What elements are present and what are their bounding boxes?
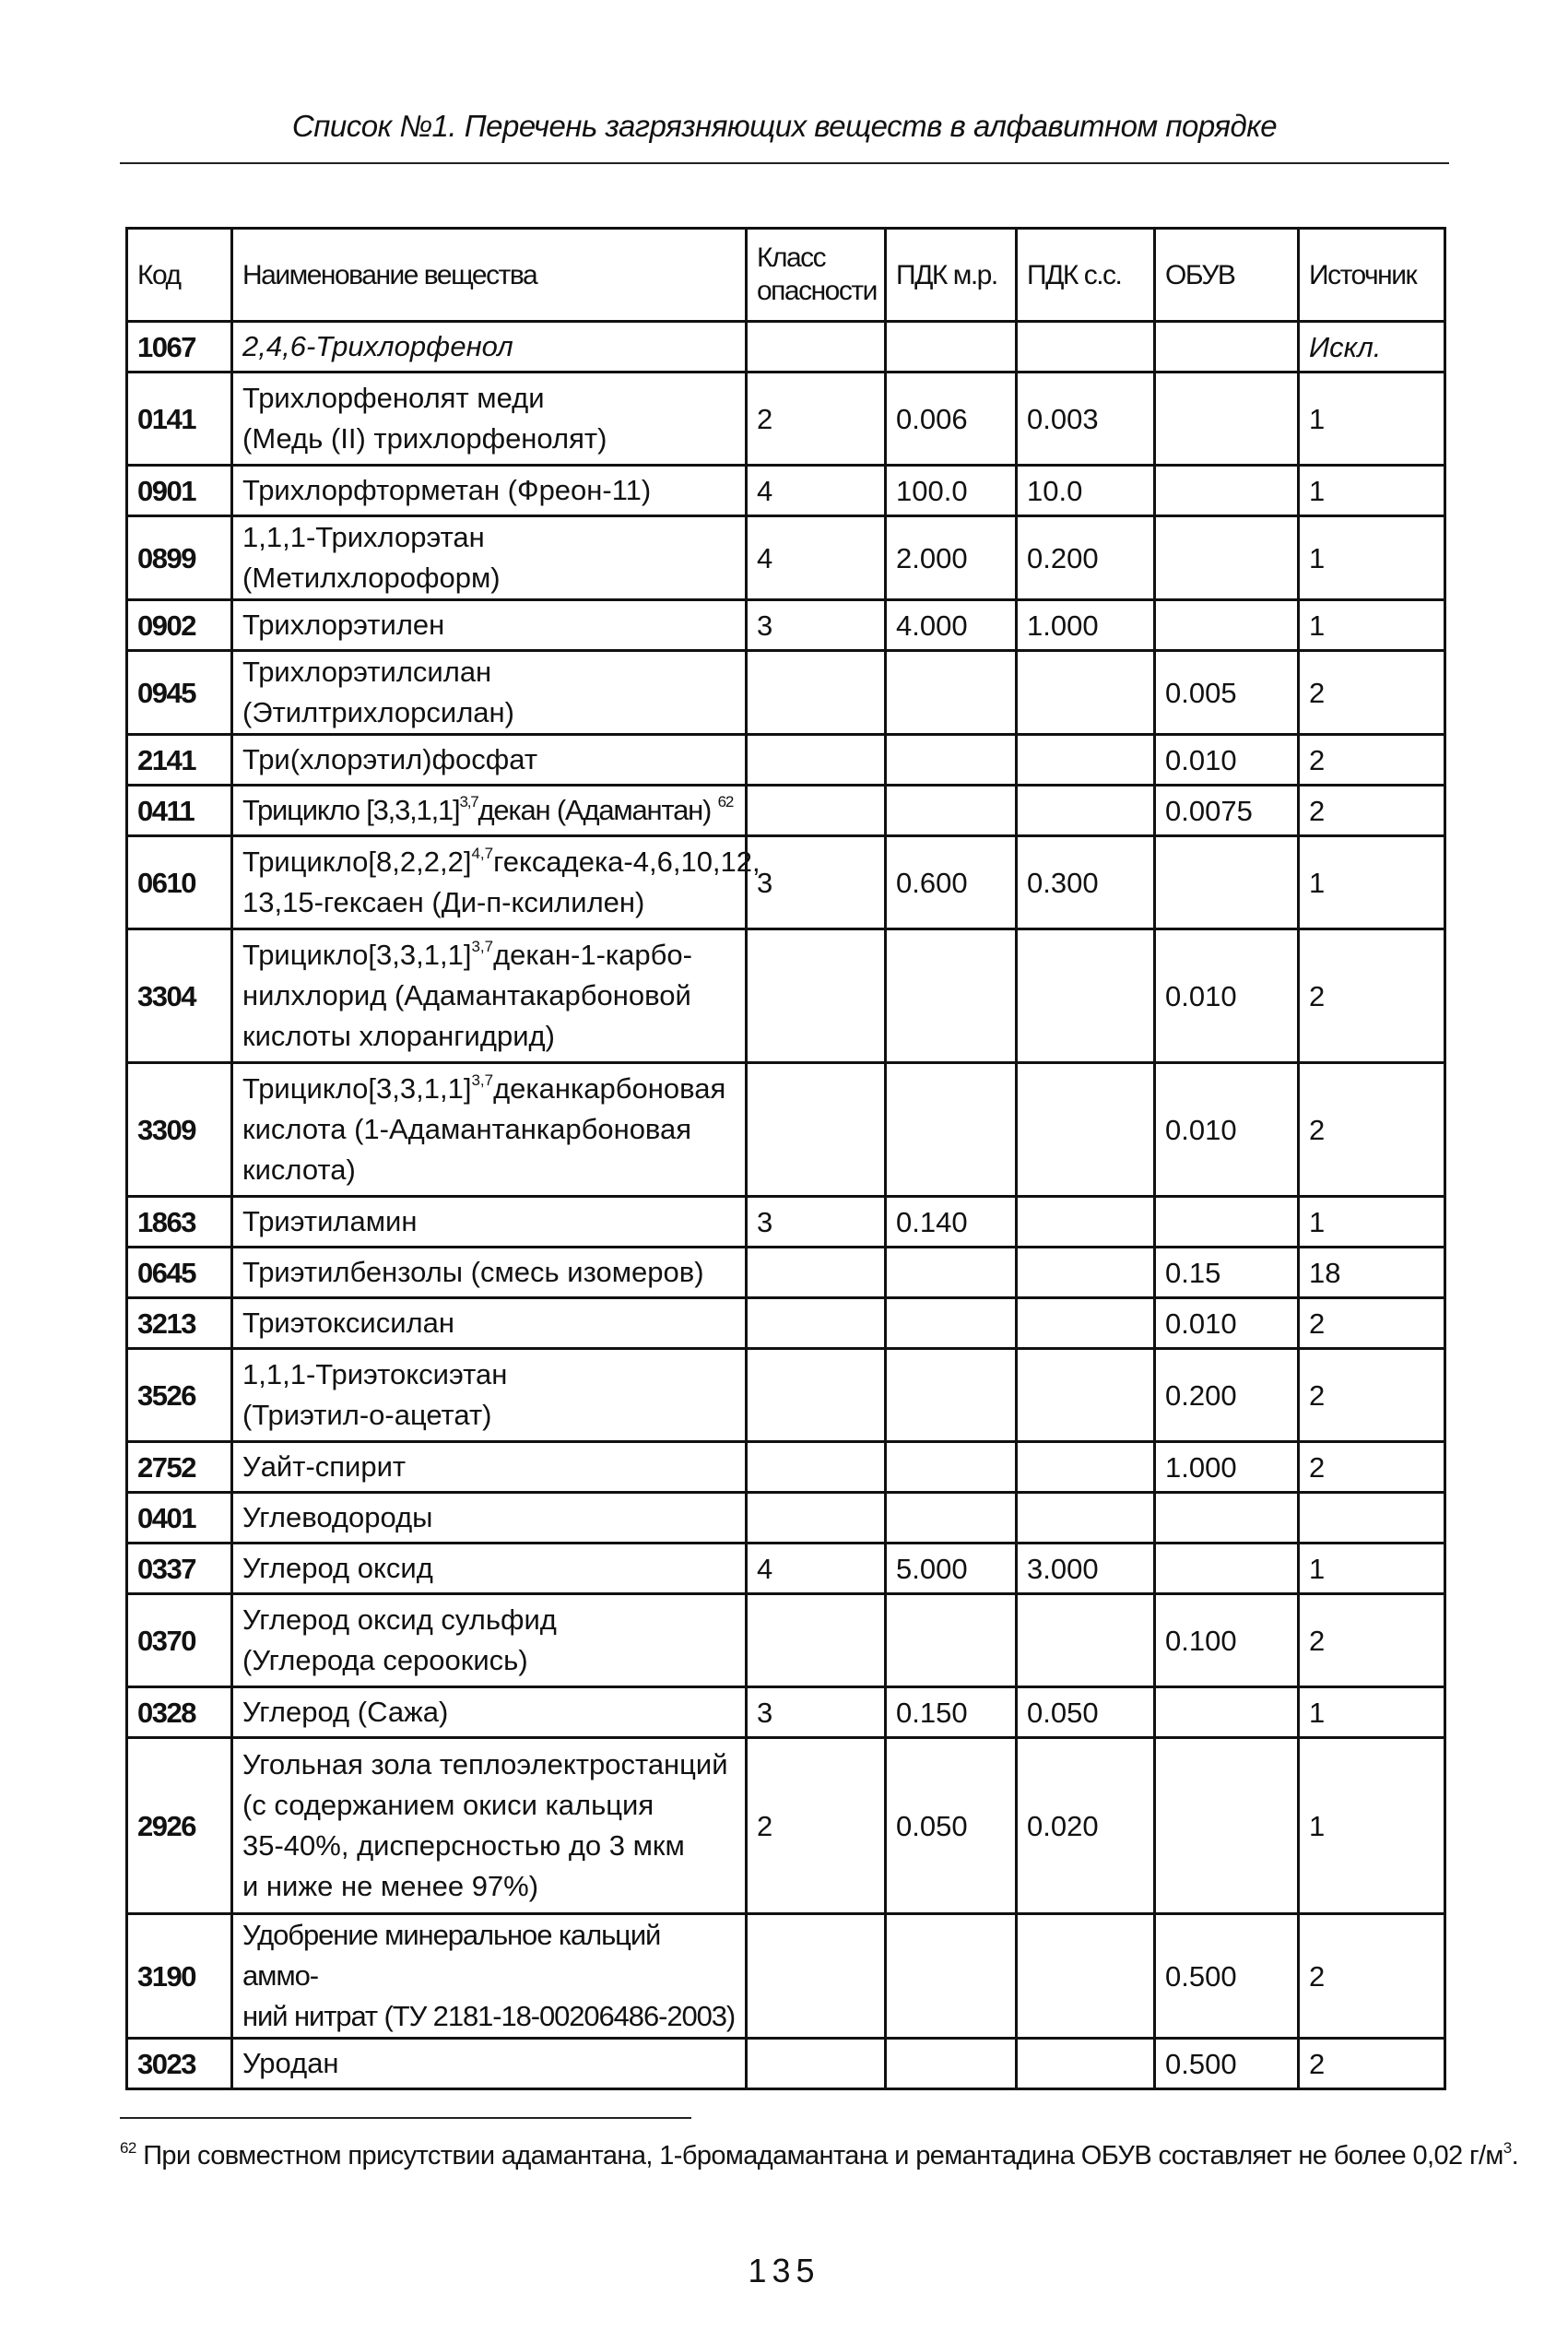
cell-class bbox=[747, 1493, 886, 1544]
cell-name: Уродан bbox=[232, 2039, 747, 2089]
name-line: кислоты хлорангидрид) bbox=[242, 1020, 555, 1052]
cell-source: 1 bbox=[1299, 1197, 1445, 1248]
footnote-unit-superscript: 3 bbox=[1503, 2139, 1512, 2157]
cell-source: 2 bbox=[1299, 1298, 1445, 1349]
cell-obuv bbox=[1155, 600, 1299, 651]
cell-pdk-ss bbox=[1017, 735, 1155, 786]
cell-class: 3 bbox=[747, 1687, 886, 1738]
table-row bbox=[127, 466, 1445, 516]
cell-pdk-ss bbox=[1017, 1594, 1155, 1687]
cell-source: 1 bbox=[1299, 373, 1445, 466]
cell-pdk-mr bbox=[886, 1298, 1017, 1349]
name-text: декан (Адамантан) bbox=[477, 794, 712, 826]
cell-pdk-mr: 5.000 bbox=[886, 1544, 1017, 1594]
cell-name bbox=[232, 1738, 747, 1914]
cell-code: 3213 bbox=[127, 1298, 232, 1349]
cell-pdk-mr bbox=[886, 1442, 1017, 1493]
cell-code: 0370 bbox=[127, 1594, 232, 1687]
cell-obuv: 0.200 bbox=[1155, 1349, 1299, 1442]
cell-pdk-ss: 10.0 bbox=[1017, 466, 1155, 516]
table-row bbox=[127, 322, 1445, 373]
table-row bbox=[127, 1914, 1445, 2039]
cell-pdk-ss bbox=[1017, 929, 1155, 1063]
cell-pdk-ss bbox=[1017, 1442, 1155, 1493]
cell-class: 2 bbox=[747, 1738, 886, 1914]
table-row bbox=[127, 1063, 1445, 1197]
cell-code: 0411 bbox=[127, 786, 232, 836]
cell-name: 2,4,6-Трихлорфенол bbox=[232, 322, 747, 373]
cell-obuv bbox=[1155, 1687, 1299, 1738]
name-line: кислота) bbox=[242, 1153, 356, 1186]
name-text: Трицикло[3,3,1,1] bbox=[242, 1072, 472, 1105]
name-superscript: 3,7 bbox=[459, 793, 478, 810]
header-pdk-ss: ПДК с.с. bbox=[1017, 229, 1155, 322]
cell-class bbox=[747, 1349, 886, 1442]
cell-class: 4 bbox=[747, 1544, 886, 1594]
name-text: Трицикло[8,2,2,2] bbox=[242, 846, 472, 878]
name-line: кислота (1-Адамантанкарбоновая bbox=[242, 1113, 692, 1145]
header-code: Код bbox=[127, 229, 232, 322]
name-superscript: 3,7 bbox=[471, 1071, 494, 1089]
cell-source: 1 bbox=[1299, 1544, 1445, 1594]
cell-pdk-mr: 0.006 bbox=[886, 373, 1017, 466]
cell-obuv: 0.0075 bbox=[1155, 786, 1299, 836]
cell-source: 1 bbox=[1299, 1687, 1445, 1738]
table-row bbox=[127, 786, 1445, 836]
cell-source: 2 bbox=[1299, 1914, 1445, 2039]
cell-source: 2 bbox=[1299, 735, 1445, 786]
cell-code: 3309 bbox=[127, 1063, 232, 1197]
cell-obuv bbox=[1155, 466, 1299, 516]
cell-code: 1863 bbox=[127, 1197, 232, 1248]
footnote bbox=[120, 2139, 1519, 2171]
table-row bbox=[127, 836, 1445, 929]
cell-obuv bbox=[1155, 836, 1299, 929]
name-text: Трицикло[3,3,1,1] bbox=[242, 939, 472, 971]
cell-name bbox=[232, 373, 747, 466]
cell-source: 2 bbox=[1299, 1442, 1445, 1493]
name-line: 1,1,1-Триэтоксиэтан bbox=[242, 1358, 508, 1390]
cell-obuv bbox=[1155, 1493, 1299, 1544]
cell-obuv bbox=[1155, 1197, 1299, 1248]
cell-pdk-ss bbox=[1017, 1063, 1155, 1197]
cell-name bbox=[232, 1349, 747, 1442]
name-line: 35-40%, дисперсностью до 3 мкм bbox=[242, 1829, 685, 1862]
cell-pdk-ss: 3.000 bbox=[1017, 1544, 1155, 1594]
cell-class bbox=[747, 1063, 886, 1197]
cell-pdk-ss bbox=[1017, 1914, 1155, 2039]
cell-code: 1067 bbox=[127, 322, 232, 373]
table-row bbox=[127, 1493, 1445, 1544]
cell-name: 1,1,1-Трихлорэтан (Метилхлороформ) bbox=[232, 516, 747, 600]
cell-source bbox=[1299, 1493, 1445, 1544]
header-rule bbox=[120, 162, 1449, 164]
cell-obuv: 0.010 bbox=[1155, 929, 1299, 1063]
cell-class bbox=[747, 1914, 886, 2039]
cell-source: 2 bbox=[1299, 2039, 1445, 2089]
name-superscript: 4,7 bbox=[471, 845, 494, 862]
footnote-text: При совместном присутствии адамантана, 1-бромадамантана и ремантадина ОБУВ составляет не более 0,02 г/м bbox=[143, 2141, 1503, 2170]
cell-name bbox=[232, 836, 760, 929]
cell-code: 3190 bbox=[127, 1914, 232, 2039]
cell-class: 3 bbox=[747, 836, 886, 929]
cell-name bbox=[232, 786, 747, 836]
cell-pdk-mr bbox=[886, 786, 1017, 836]
cell-code: 0902 bbox=[127, 600, 232, 651]
cell-pdk-mr bbox=[886, 735, 1017, 786]
cell-source: 2 bbox=[1299, 1594, 1445, 1687]
cell-name bbox=[232, 1914, 747, 2039]
cell-class bbox=[747, 2039, 886, 2089]
cell-class bbox=[747, 1248, 886, 1298]
header-obuv: ОБУВ bbox=[1155, 229, 1299, 322]
header-pdk-mr: ПДК м.р. bbox=[886, 229, 1017, 322]
cell-pdk-mr: 4.000 bbox=[886, 600, 1017, 651]
cell-code: 3304 bbox=[127, 929, 232, 1063]
table-row bbox=[127, 1544, 1445, 1594]
cell-obuv bbox=[1155, 322, 1299, 373]
cell-code: 3023 bbox=[127, 2039, 232, 2089]
cell-obuv: 0.500 bbox=[1155, 1914, 1299, 2039]
name-line: (Медь (II) трихлорфенолят) bbox=[242, 422, 607, 455]
cell-name: Трихлорэтилсилан (Этилтрихлорсилан) bbox=[232, 651, 747, 735]
cell-name bbox=[232, 929, 747, 1063]
name-line: (с содержанием окиси кальция bbox=[242, 1789, 654, 1821]
table-row bbox=[127, 1687, 1445, 1738]
name-line: Угольная зола теплоэлектростанций bbox=[242, 1748, 728, 1780]
cell-pdk-mr bbox=[886, 929, 1017, 1063]
cell-code: 3526 bbox=[127, 1349, 232, 1442]
cell-source: 2 bbox=[1299, 929, 1445, 1063]
cell-obuv: 0.15 bbox=[1155, 1248, 1299, 1298]
cell-obuv: 1.000 bbox=[1155, 1442, 1299, 1493]
cell-pdk-mr: 0.150 bbox=[886, 1687, 1017, 1738]
cell-source: 1 bbox=[1299, 1738, 1445, 1914]
table-row bbox=[127, 516, 1445, 600]
cell-class: 4 bbox=[747, 516, 886, 600]
table-header-row bbox=[127, 229, 1445, 322]
cell-obuv bbox=[1155, 516, 1299, 600]
table-row bbox=[127, 1197, 1445, 1248]
cell-source: 1 bbox=[1299, 836, 1445, 929]
table-row bbox=[127, 735, 1445, 786]
cell-class bbox=[747, 651, 886, 735]
name-text: Трицикло [3,3,1,1] bbox=[242, 794, 460, 826]
header-hazard-class bbox=[747, 229, 886, 322]
cell-pdk-ss: 0.200 bbox=[1017, 516, 1155, 600]
cell-class bbox=[747, 1442, 886, 1493]
table-row bbox=[127, 600, 1445, 651]
header-name: Наименование вещества bbox=[232, 229, 747, 322]
name-line: Трихлорфенолят меди bbox=[242, 382, 545, 414]
table-row bbox=[127, 1594, 1445, 1687]
cell-name: Углеводороды bbox=[232, 1493, 747, 1544]
name-line: ний нитрат (ТУ 2181-18-00206486-2003) bbox=[242, 2000, 736, 2032]
cell-class: 4 bbox=[747, 466, 886, 516]
cell-name: Три(хлорэтил)фосфат bbox=[232, 735, 747, 786]
cell-source: 2 bbox=[1299, 1349, 1445, 1442]
cell-pdk-mr bbox=[886, 1063, 1017, 1197]
cell-class: 3 bbox=[747, 1197, 886, 1248]
cell-class bbox=[747, 735, 886, 786]
footnote-ref: 62 bbox=[717, 793, 734, 810]
cell-code: 2141 bbox=[127, 735, 232, 786]
cell-pdk-mr bbox=[886, 1248, 1017, 1298]
cell-pdk-ss bbox=[1017, 2039, 1155, 2089]
name-text: деканкарбоновая bbox=[493, 1072, 726, 1105]
cell-pdk-mr bbox=[886, 1349, 1017, 1442]
footnote-rule bbox=[120, 2117, 691, 2119]
cell-obuv bbox=[1155, 373, 1299, 466]
table-row bbox=[127, 1248, 1445, 1298]
table-row bbox=[127, 1442, 1445, 1493]
table-row bbox=[127, 2039, 1445, 2089]
name-line: 13,15-гексаен (Ди-п-ксилилен) bbox=[242, 886, 645, 918]
cell-source: 1 bbox=[1299, 600, 1445, 651]
cell-name: Трихлорфторметан (Фреон-11) bbox=[232, 466, 747, 516]
table-row bbox=[127, 1349, 1445, 1442]
cell-class bbox=[747, 1298, 886, 1349]
cell-pdk-ss bbox=[1017, 1248, 1155, 1298]
cell-code: 0610 bbox=[127, 836, 232, 929]
cell-name bbox=[232, 1063, 747, 1197]
cell-code: 0141 bbox=[127, 373, 232, 466]
running-head: Список №1. Перечень загрязняющих веществ в алфавитном порядке bbox=[291, 109, 1278, 143]
cell-pdk-mr: 0.140 bbox=[886, 1197, 1017, 1248]
name-text: гексадека-4,6,10,12, bbox=[493, 846, 760, 878]
footnote-marker: 62 bbox=[120, 2139, 136, 2157]
cell-name: Углерод оксид bbox=[232, 1544, 747, 1594]
cell-source: Искл. bbox=[1299, 322, 1445, 373]
cell-obuv: 0.010 bbox=[1155, 1298, 1299, 1349]
cell-pdk-mr bbox=[886, 1594, 1017, 1687]
name-line: нилхлорид (Адамантакарбоновой bbox=[242, 979, 691, 1011]
cell-class: 3 bbox=[747, 600, 886, 651]
cell-pdk-ss: 0.020 bbox=[1017, 1738, 1155, 1914]
cell-pdk-mr bbox=[886, 1914, 1017, 2039]
cell-pdk-ss bbox=[1017, 1493, 1155, 1544]
cell-pdk-mr bbox=[886, 322, 1017, 373]
header-source: Источник bbox=[1299, 229, 1445, 322]
cell-pdk-ss bbox=[1017, 1298, 1155, 1349]
cell-obuv: 0.500 bbox=[1155, 2039, 1299, 2089]
cell-pdk-ss bbox=[1017, 1349, 1155, 1442]
cell-obuv bbox=[1155, 1544, 1299, 1594]
cell-code: 0945 bbox=[127, 651, 232, 735]
cell-code: 0337 bbox=[127, 1544, 232, 1594]
cell-obuv: 0.100 bbox=[1155, 1594, 1299, 1687]
cell-pdk-ss bbox=[1017, 651, 1155, 735]
cell-name: Углерод (Сажа) bbox=[232, 1687, 747, 1738]
cell-pdk-mr: 0.050 bbox=[886, 1738, 1017, 1914]
cell-pdk-ss bbox=[1017, 322, 1155, 373]
cell-name bbox=[232, 1594, 747, 1687]
cell-name: Уайт-спирит bbox=[232, 1442, 747, 1493]
page-number: 135 bbox=[748, 2252, 820, 2289]
table-row bbox=[127, 373, 1445, 466]
cell-pdk-mr bbox=[886, 1493, 1017, 1544]
cell-source: 2 bbox=[1299, 651, 1445, 735]
cell-class bbox=[747, 1594, 886, 1687]
cell-pdk-mr bbox=[886, 2039, 1017, 2089]
cell-class: 2 bbox=[747, 373, 886, 466]
cell-pdk-mr: 100.0 bbox=[886, 466, 1017, 516]
table-row bbox=[127, 929, 1445, 1063]
cell-pdk-mr bbox=[886, 651, 1017, 735]
cell-code: 0645 bbox=[127, 1248, 232, 1298]
cell-pdk-ss: 1.000 bbox=[1017, 600, 1155, 651]
cell-source: 18 bbox=[1299, 1248, 1445, 1298]
cell-class bbox=[747, 322, 886, 373]
cell-source: 1 bbox=[1299, 466, 1445, 516]
cell-name: Триэтоксисилан bbox=[232, 1298, 747, 1349]
cell-pdk-ss: 0.300 bbox=[1017, 836, 1155, 929]
cell-pdk-ss bbox=[1017, 786, 1155, 836]
name-text: декан-1-карбо- bbox=[493, 939, 692, 971]
cell-obuv bbox=[1155, 1738, 1299, 1914]
cell-pdk-mr: 2.000 bbox=[886, 516, 1017, 600]
cell-name: Трихлорэтилен bbox=[232, 600, 747, 651]
footnote-end: . bbox=[1511, 2141, 1519, 2170]
header-class-line2: опасности bbox=[757, 276, 877, 306]
header-class-line1: Класс bbox=[757, 242, 826, 273]
cell-code: 0328 bbox=[127, 1687, 232, 1738]
cell-code: 0401 bbox=[127, 1493, 232, 1544]
name-line: Удобрение минеральное кальций аммо- bbox=[242, 1919, 661, 1992]
cell-obuv: 0.010 bbox=[1155, 1063, 1299, 1197]
substances-table bbox=[125, 227, 1446, 2090]
name-line: Углерод оксид сульфид bbox=[242, 1603, 557, 1636]
name-line: (Триэтил-о-ацетат) bbox=[242, 1399, 492, 1431]
cell-source: 2 bbox=[1299, 786, 1445, 836]
cell-pdk-ss: 0.050 bbox=[1017, 1687, 1155, 1738]
cell-code: 0901 bbox=[127, 466, 232, 516]
cell-source: 2 bbox=[1299, 1063, 1445, 1197]
table-row bbox=[127, 1298, 1445, 1349]
cell-obuv: 0.010 bbox=[1155, 735, 1299, 786]
name-line: (Углерода сероокись) bbox=[242, 1644, 528, 1676]
cell-class bbox=[747, 786, 886, 836]
cell-pdk-ss: 0.003 bbox=[1017, 373, 1155, 466]
cell-code: 2752 bbox=[127, 1442, 232, 1493]
cell-obuv: 0.005 bbox=[1155, 651, 1299, 735]
cell-pdk-ss bbox=[1017, 1197, 1155, 1248]
cell-code: 2926 bbox=[127, 1738, 232, 1914]
cell-class bbox=[747, 929, 886, 1063]
name-superscript: 3,7 bbox=[471, 938, 494, 955]
cell-source: 1 bbox=[1299, 516, 1445, 600]
cell-code: 0899 bbox=[127, 516, 232, 600]
cell-pdk-mr: 0.600 bbox=[886, 836, 1017, 929]
cell-name: Триэтиламин bbox=[232, 1197, 747, 1248]
table-row bbox=[127, 651, 1445, 735]
table-row bbox=[127, 1738, 1445, 1914]
cell-name: Триэтилбензолы (смесь изомеров) bbox=[232, 1248, 747, 1298]
name-line: и ниже не менее 97%) bbox=[242, 1870, 539, 1902]
